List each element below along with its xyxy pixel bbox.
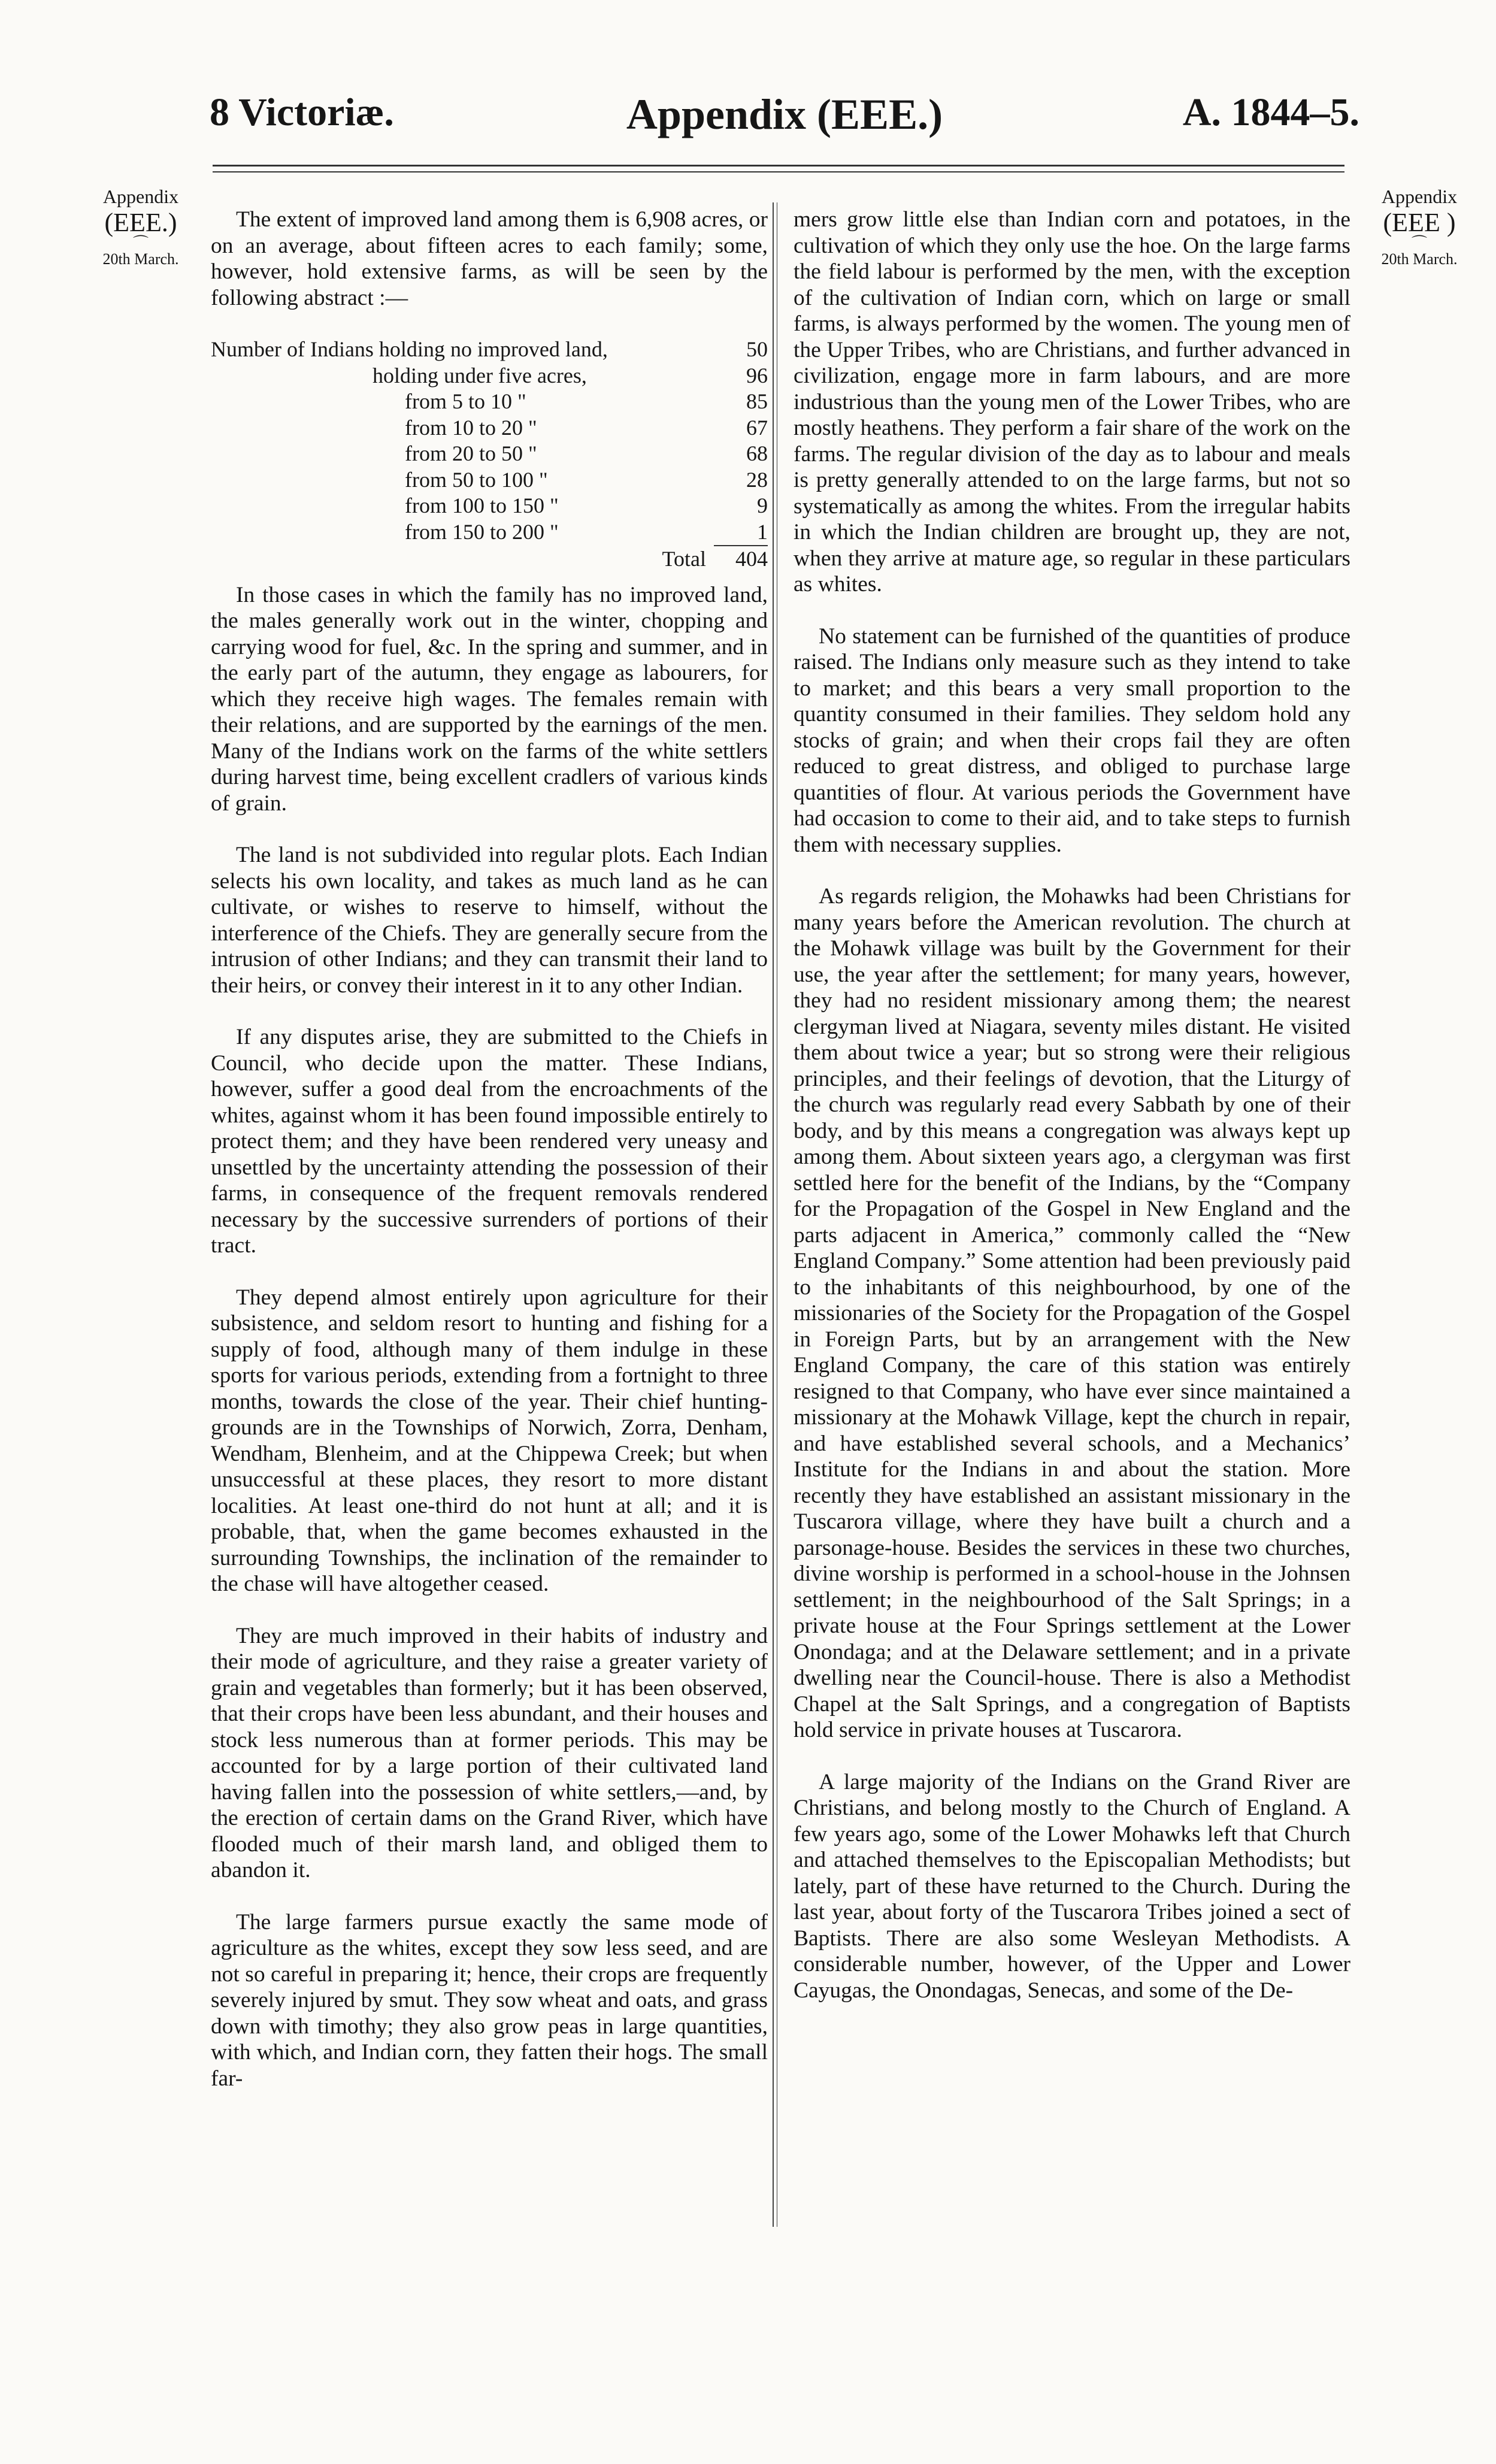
row-value: 96 bbox=[746, 363, 768, 388]
row-value: 67 bbox=[746, 415, 768, 440]
header-session: 8 Victoriæ. bbox=[210, 90, 394, 134]
table-row bbox=[211, 441, 768, 467]
paragraph: They depend almost entirely upon agriculture for their subsistence, and seldom resort to hunting and fishing for a supply of food, although many of them indulge in these sports for various periods, extending from a fortnight to three months, towards the close of the year. Their chief hunting-grounds are in the Townships of Norwich, Zorra, Denham, Wendham, Blenheim, and at the Chippewa Creek; but when unsuccessful at these places, they resort to more distant localities. At least one-third do not hunt at all; and it is probable, that, when the game becomes exhausted in the surrounding Townships, the inclination of the remainder to the chase will have altogether ceased. bbox=[211, 1285, 768, 1596]
margin-note-brace: ⌒ bbox=[132, 235, 149, 253]
paragraph: As regards religion, the Mohawks had been Christians for many years before the American revolution. The church at the Mohawk village was built by the Government for their use, the year after the settlement; for many years, however, they had no resident missionary among them; the nearest clergyman lived at Niagara, seventy miles distant. He visited them about twice a year; but so strong were their religious principles, and their feelings of devotion, that the Liturgy of the church was regularly read every Sabbath by one of their body, and by this means a congregation was always kept up among them. About sixteen years ago, a clergyman was first settled here for the benefit of the Indians, by the “Company for the Propagation of the Gospel in New England and the parts adjacent in America,” commonly called the “New England Company.” Some attention had been previously paid to the inhabitants of this neighbourhood, by one of the missionaries of the Society for the Propagation of the Gospel in Foreign Parts, but by an arrangement with the New England Company, the care of this station was entirely resigned to that Company, who have ever since maintained a missionary at the Mohawk Village, kept the church in repair, and have established several schools, and a Mechanics’ Institute for the Indians in and about the station. More recently they have established an assistant missionary in the Tuscarora village, where they have built a church and a parsonage-house. Besides the services in these two churches, divine worship is performed in a school-house in the Johnsen settlement; in the neighbourhood of the Salt Springs; in a private house at the Four Springs settlement at the Lower Onondaga; and at the Delaware settlement; and in a private dwelling near the Council-house. There is also a Methodist Chapel at the Salt Springs, and a congregation of Baptists hold service in private houses at Tuscarora. bbox=[794, 884, 1350, 1742]
row-value: 28 bbox=[746, 467, 768, 492]
table-row bbox=[211, 493, 768, 519]
right-column bbox=[794, 207, 1350, 2029]
paragraph: In those cases in which the family has no improved land, the males generally work out in the winter, chopping and carrying wood for fuel, &c. In the spring and summer, and in the early part of the autumn, they engage as labourers, for which they receive high wages. The females remain with their relations, and are supported by the earnings of the men. Many of the Indians work on the farms of the white settlers during harvest time, being excellent cradlers of various kinds of grain. bbox=[211, 582, 768, 816]
margin-note-right bbox=[1362, 186, 1476, 268]
paragraph: If any disputes arise, they are submitted to the Chiefs in Council, who decide upon the matter. These Indians, however, suffer a good deal from the encroachments of the whites, against whom it has been found impossible entirely to protect them; and they have been rendered very uneasy and unsettled by the uncertainty attending the possession of their farms, in consequence of the frequent removals rendered necessary by the successive surrenders of portions of their tract. bbox=[211, 1025, 768, 1258]
paragraph: The extent of improved land among them is 6,908 acres, or on an average, about fifteen acres to each family; some, however, hold extensive farms, as will be seen by the following abstract :— bbox=[211, 207, 768, 310]
margin-note-left bbox=[84, 186, 198, 268]
header-rule bbox=[213, 165, 1344, 167]
row-value: 9 bbox=[757, 494, 768, 517]
paragraph: The land is not subdivided into regular plots. Each Indian selects his own locality, and takes as much land as he can cultivate, or wishes to reserve to himself, without the interference of the Chiefs. They are generally secure from the intrusion of other Indians; and they can transmit their land to their heirs, or convey their interest in it to any other Indian. bbox=[211, 843, 768, 998]
paragraph: A large majority of the Indians on the Grand River are Christians, and belong mostly to the Church of England. A few years ago, some of the Lower Mohawks left that Church and attached themselves to the Episcopalian Methodists; but lately, part of these have returned to the Church. During the last year, about forty of the Tuscarora Tribes joined a sect of Baptists. There are also some Wesleyan Methodists. A considerable number, however, of the Upper and Lower Cayugas, the Onondagas, Senecas, and some of the De- bbox=[794, 1769, 1350, 2003]
header-rule-thin bbox=[213, 171, 1344, 172]
paragraph: mers grow little else than Indian corn and potatoes, in the cultivation of which they only use the hoe. On the large farms the field labour is performed by the men, with the exception of the cultivation of Indian corn, which on large or small farms, is always performed by the women. The young men of the Upper Tribes, who are Christians, and further advanced in civilization, engage more in farm labours, and are more industrious than the young men of the Lower Tribes, who are mostly heathens. They perform a fair share of the work on the farms. The regular division of the day as to labour and meals is pretty generally attended to on the large farms, but not so systematically as among the whites. From the irregular habits in which the Indian children are brought up, they are not, when they arrive at mature age, so regular in these particulars as whites. bbox=[794, 207, 1350, 597]
row-value: 50 bbox=[746, 337, 768, 361]
row-value: 68 bbox=[746, 441, 768, 465]
table-row bbox=[211, 519, 768, 546]
paragraph: The large farmers pursue exactly the same mode of agriculture as the whites, except they sow less seed, and are not so careful in preparing it; hence, their crops are frequently severely injured by smut. They sow wheat and oats, and grass down with timothy; they also grow peas in large quantities, with which, and Indian corn, they fatten their hogs. The small far- bbox=[211, 1909, 768, 2091]
margin-note-date: 20th March. bbox=[102, 250, 179, 268]
margin-note-label: Appendix bbox=[1381, 186, 1458, 207]
table-row bbox=[211, 363, 768, 389]
row-value: 1 bbox=[757, 519, 768, 544]
left-column bbox=[211, 207, 768, 2117]
table-row bbox=[211, 415, 768, 441]
margin-note-label: Appendix bbox=[102, 186, 179, 207]
row-description: from 150 to 200 " bbox=[211, 519, 559, 544]
row-description: Number of Indians holding no improved land, bbox=[211, 337, 608, 361]
row-value: 85 bbox=[746, 389, 768, 413]
header-appendix-title: Appendix (EEE.) bbox=[626, 90, 943, 138]
table-row bbox=[211, 337, 768, 363]
table-row bbox=[211, 389, 768, 415]
row-description: from 5 to 10 " bbox=[211, 389, 526, 413]
page-header bbox=[210, 90, 1359, 156]
row-description: holding under five acres, bbox=[211, 363, 587, 388]
row-description: from 10 to 20 " bbox=[211, 415, 537, 440]
column-divider bbox=[773, 202, 774, 2227]
margin-note-date: 20th March. bbox=[1381, 250, 1458, 268]
total-value: 404 bbox=[735, 547, 768, 571]
paragraph: They are much improved in their habits of industry and their mode of agriculture, and they raise a greater variety of grain and vegetables than formerly; but it has been observed, that their crops have been less abundant, and their houses and stock less numerous than at former periods. This may be accounted for by a large portion of their cultivated land having fallen into the possession of white settlers,—and, by the erection of certain dams on the Grand River, which have flooded much of their marsh land, and obliged them to abandon it. bbox=[211, 1623, 768, 1882]
margin-note-appendix: (EEE.) bbox=[104, 207, 177, 237]
paragraph: No statement can be furnished of the quantities of produce raised. The Indians only measure such as they intend to take to market; and this bears a very small proportion to the quantity consumed in their families. They seldom hold any stocks of grain; and when their crops fail they are often reduced to great distress, and obliged to purchase large quantities of flour. At various periods the Government have had occasion to come to their aid, and to take steps to furnish them with necessary supplies. bbox=[794, 623, 1350, 857]
table-row bbox=[211, 467, 768, 494]
row-description: from 100 to 150 " bbox=[211, 494, 559, 517]
land-abstract-table bbox=[211, 337, 768, 573]
total-label: Total bbox=[662, 547, 706, 571]
margin-note-appendix: (EEE ) bbox=[1383, 207, 1456, 237]
row-description: from 20 to 50 " bbox=[211, 441, 537, 465]
total-row bbox=[211, 546, 768, 573]
margin-note-brace: ⌒ bbox=[1411, 235, 1427, 253]
row-description: from 50 to 100 " bbox=[211, 467, 548, 492]
header-year: A. 1844–5. bbox=[1182, 90, 1359, 134]
